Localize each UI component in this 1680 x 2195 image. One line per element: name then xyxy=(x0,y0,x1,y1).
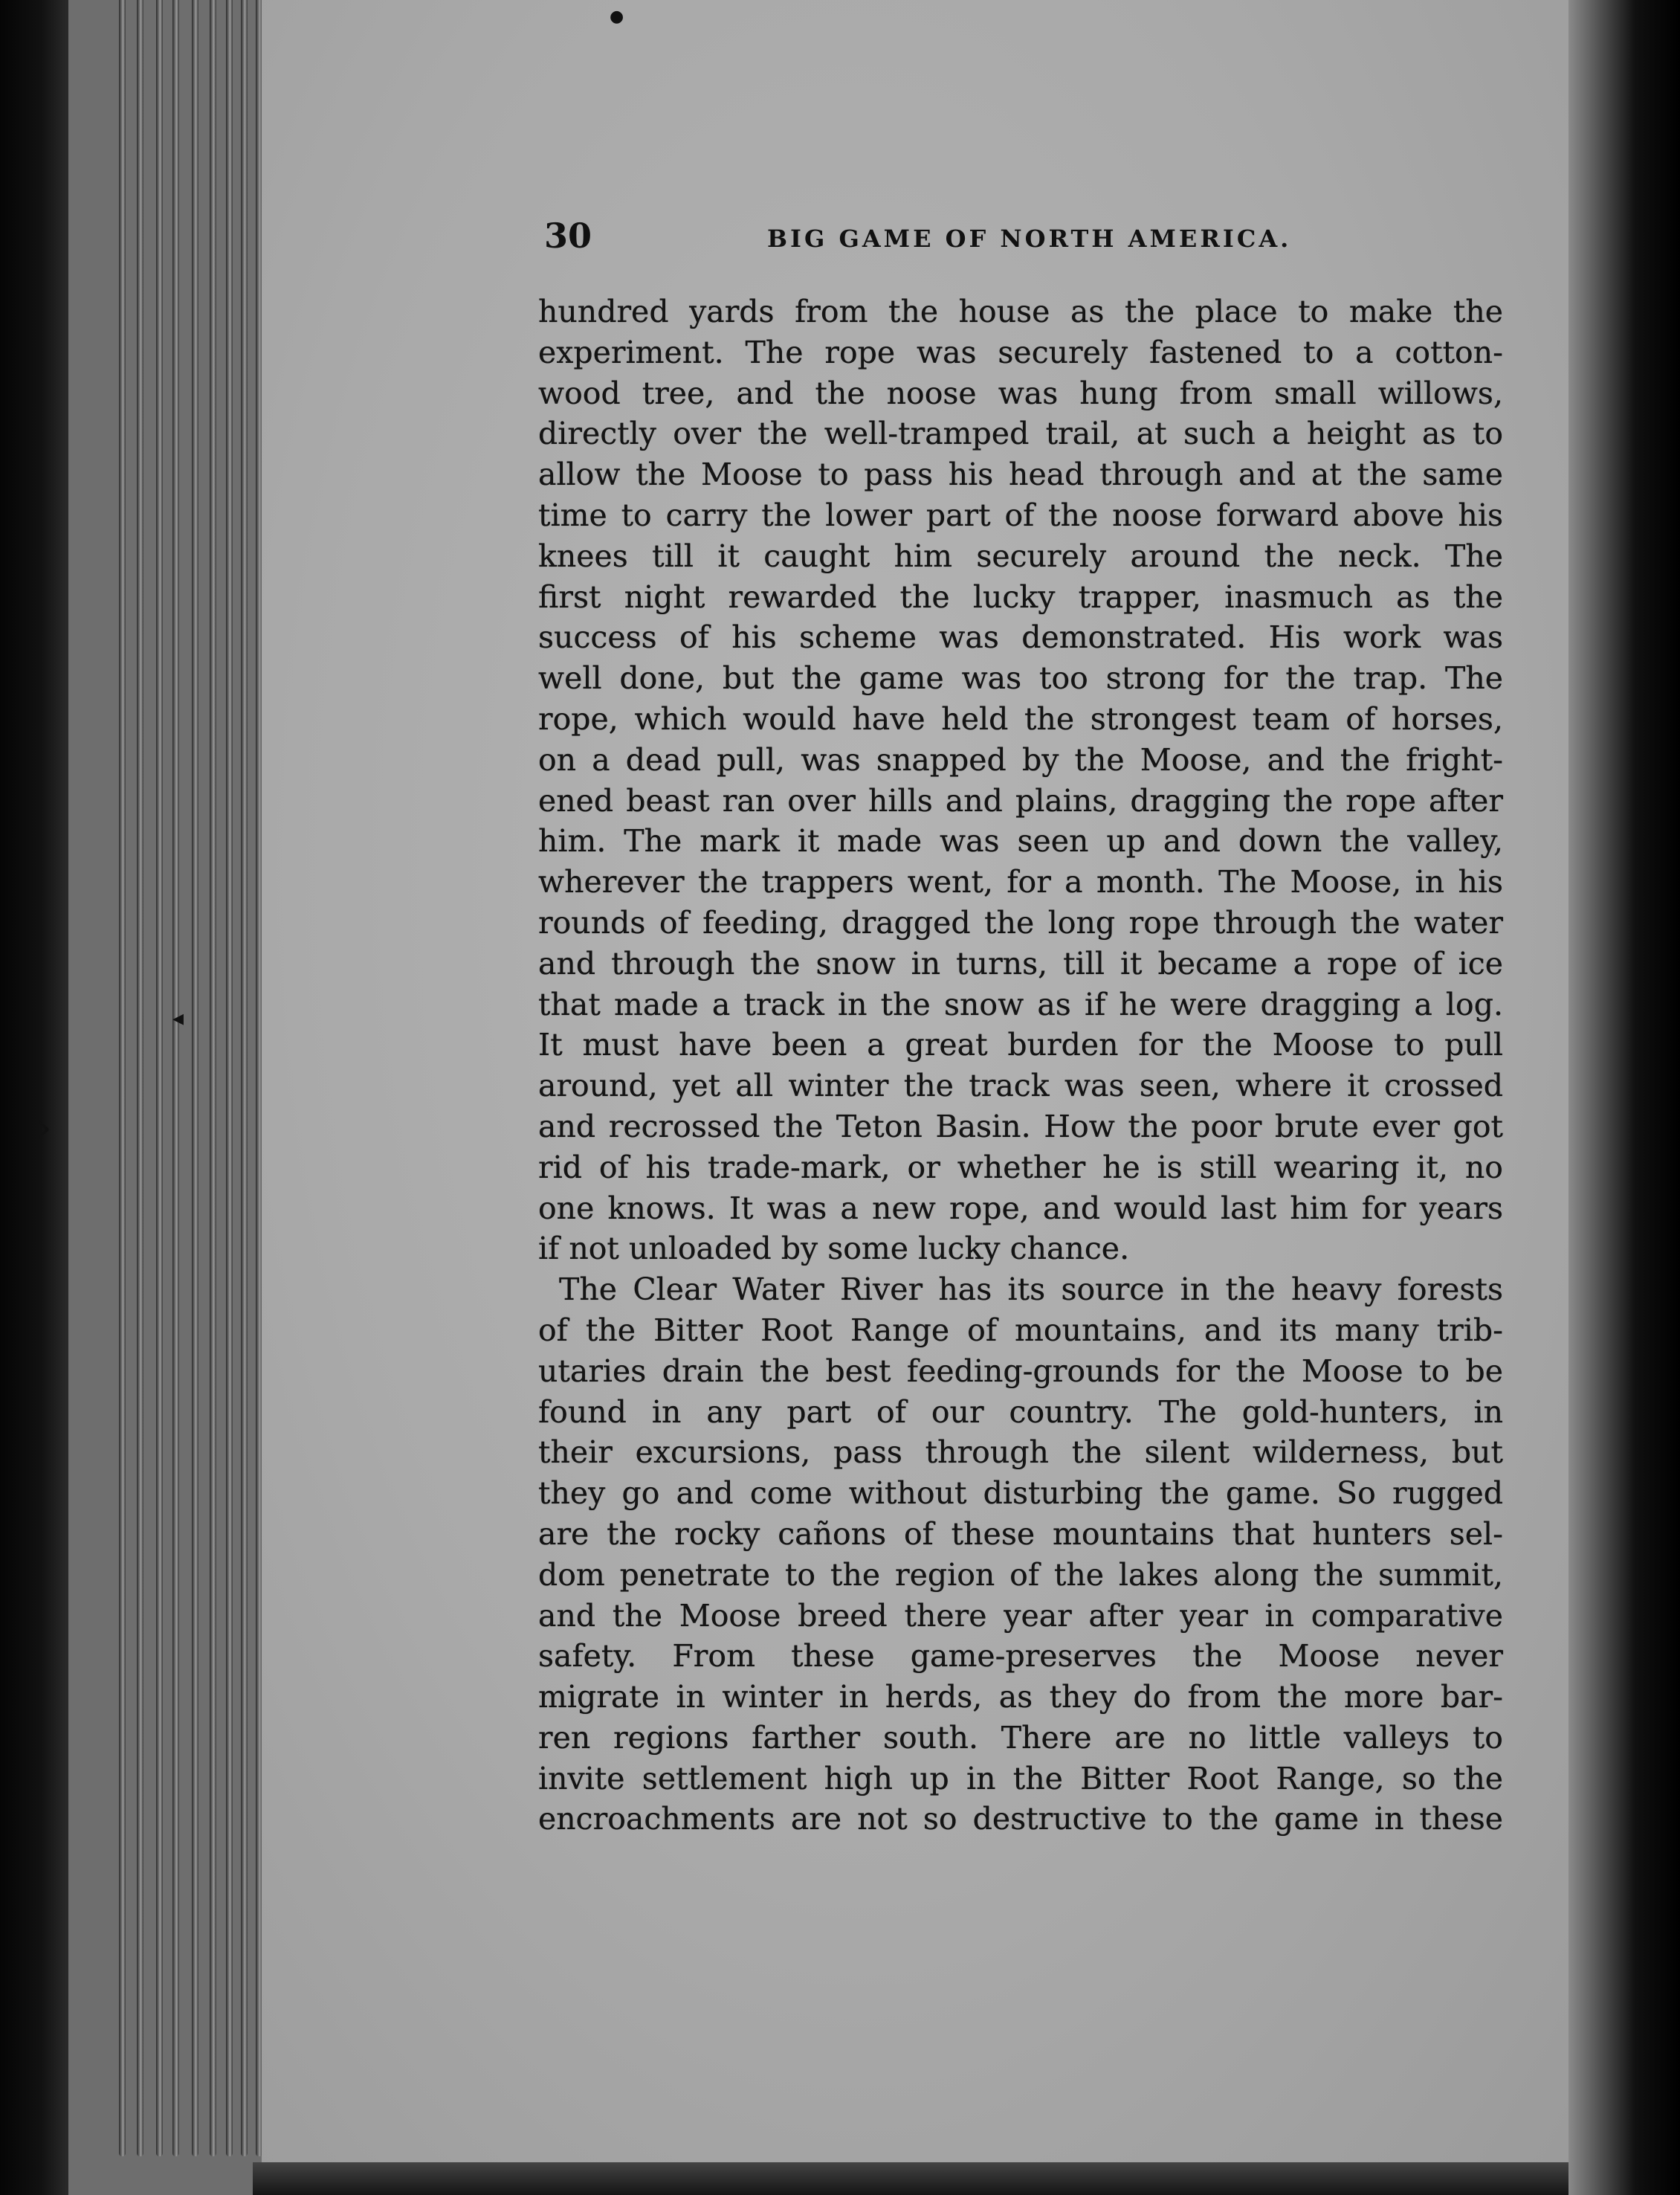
text-line: knees till it caught him securely around the neck. The xyxy=(538,538,1503,574)
text-line: success of his scheme was demonstrated. His work was xyxy=(538,619,1503,656)
running-title: BIG GAME OF NORTH AMERICA. xyxy=(767,225,1292,253)
text-line: safety. From these game-preserves the Moose never xyxy=(538,1638,1503,1675)
binding-gutter xyxy=(1568,0,1680,2195)
text-line: well done, but the game was too strong for the trap. The xyxy=(538,660,1503,697)
page-bottom-shadow xyxy=(253,2162,1591,2195)
page-edge xyxy=(172,0,179,2156)
text-line: ren regions farther south. There are no little valleys to xyxy=(538,1719,1503,1756)
text-line: their excursions, pass through the silent wilderness, but xyxy=(538,1434,1503,1471)
text-line: dom penetrate to the region of the lakes along the summit, xyxy=(538,1556,1503,1593)
text-line: are the rocky cañons of these mountains that hunters sel- xyxy=(538,1515,1503,1552)
scan-speck: ◂ xyxy=(172,1005,184,1031)
scan-speck: › xyxy=(36,1104,52,1151)
text-line: of the Bitter Root Range of mountains, and its many trib- xyxy=(538,1312,1503,1348)
text-line: if not unloaded by some lucky chance. xyxy=(538,1231,1130,1267)
text-line: rounds of feeding, dragged the long rope through the water xyxy=(538,904,1503,941)
text-line: utaries drain the best feeding-grounds for the Moose to be xyxy=(538,1353,1503,1389)
text-line: around, yet all winter the track was seen, where it crossed xyxy=(538,1068,1503,1104)
text-line: they go and come without disturbing the game. So rugged xyxy=(538,1475,1503,1512)
page-edge xyxy=(156,0,163,2156)
text-line: directly over the well-tramped trail, at such a height as to xyxy=(538,416,1503,452)
page-edge xyxy=(210,0,216,2156)
text-line: first night rewarded the lucky trapper, inasmuch as the xyxy=(538,578,1503,615)
text-line: and recrossed the Teton Basin. How the poor brute ever got xyxy=(538,1108,1503,1144)
text-line: and the Moose breed there year after year in comparative xyxy=(538,1597,1503,1634)
text-line: ened beast ran over hills and plains, dragging the rope after xyxy=(538,782,1503,819)
text-line: The Clear Water River has its source in the heavy forests xyxy=(559,1271,1503,1308)
page-edge xyxy=(192,0,198,2156)
text-line: wood tree, and the noose was hung from small willows, xyxy=(538,375,1503,411)
page-number: 30 xyxy=(544,216,592,256)
text-line: allow the Moose to pass his head through and at the same xyxy=(538,457,1503,493)
text-line: and through the snow in turns, till it became a rope of ice xyxy=(538,945,1503,982)
text-line: wherever the trappers went, for a month. The Moose, in his xyxy=(538,864,1503,900)
text-line: experiment. The rope was securely fastened to a cotton- xyxy=(538,334,1503,370)
text-line: rope, which would have held the strongest team of horses, xyxy=(538,700,1503,737)
scan-speck: ● xyxy=(610,7,624,26)
page-edge xyxy=(226,0,233,2156)
text-line: on a dead pull, was snapped by the Moose, and the fright- xyxy=(538,741,1503,778)
stacked-page-edges xyxy=(68,0,269,2195)
text-line: invite settlement high up in the Bitter Root Range, so the xyxy=(538,1760,1503,1796)
paragraph-2 xyxy=(538,1269,1503,1840)
text-line: that made a track in the snow as if he were dragging a log. xyxy=(538,986,1503,1022)
body-text xyxy=(538,291,1503,1840)
page-edge xyxy=(119,0,126,2156)
text-line: time to carry the lower part of the noose forward above his xyxy=(538,497,1503,533)
page-edge xyxy=(241,0,248,2156)
page-edge xyxy=(137,0,143,2156)
scan-left-border xyxy=(0,0,68,2195)
text-line: migrate in winter in herds, as they do from the more bar- xyxy=(538,1679,1503,1715)
text-line: him. The mark it made was seen up and down the valley, xyxy=(538,823,1503,860)
text-line: rid of his trade-mark, or whether he is still wearing it, no xyxy=(538,1149,1503,1185)
running-head xyxy=(544,216,1500,263)
paragraph-1 xyxy=(538,291,1503,1269)
text-line: It must have been a great burden for the Moose to pull xyxy=(538,1027,1503,1063)
text-line: one knows. It was a new rope, and would last him for years xyxy=(538,1190,1503,1226)
text-line: hundred yards from the house as the place to make the xyxy=(538,294,1503,329)
text-line: found in any part of our country. The gold-hunters, in xyxy=(538,1393,1503,1430)
text-line: encroachments are not so destructive to the game in these xyxy=(538,1801,1503,1837)
